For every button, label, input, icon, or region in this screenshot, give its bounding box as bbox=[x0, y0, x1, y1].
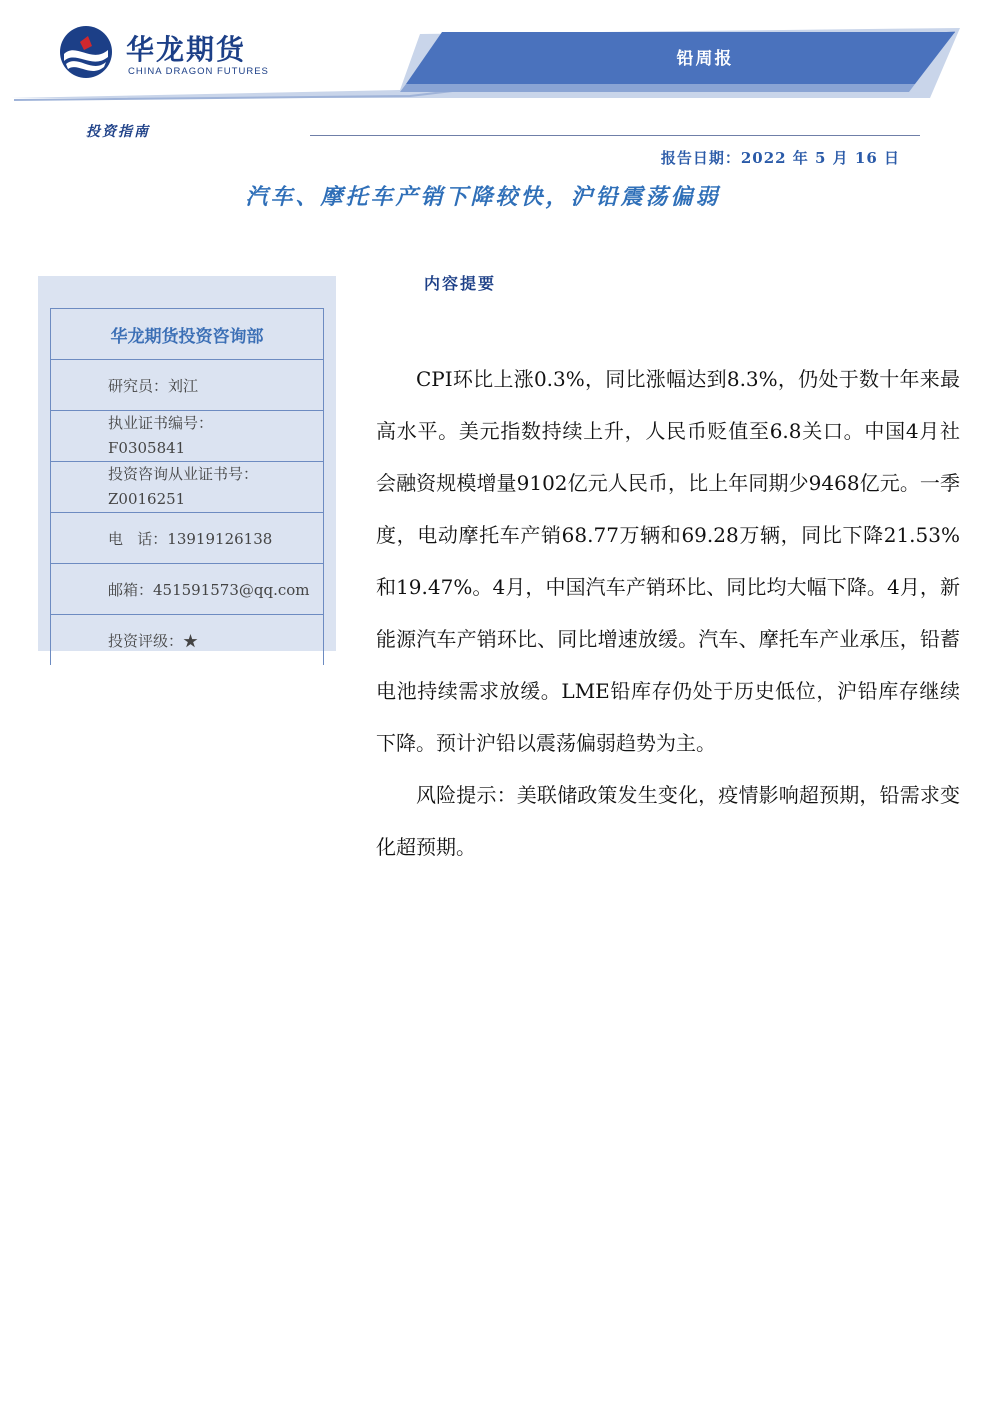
company-name-cn: 华龙期货 bbox=[126, 33, 247, 66]
phone-number: 电 话：13919126138 bbox=[51, 513, 324, 564]
summary-heading: 内容提要 bbox=[424, 274, 497, 293]
consulting-certificate-value: Z0016251 bbox=[108, 490, 186, 508]
report-type-label: 铅周报 bbox=[676, 49, 734, 69]
consulting-certificate bbox=[51, 462, 324, 513]
report-title: 汽车、摩托车产销下降较快，沪铅震荡偏弱 bbox=[245, 184, 721, 210]
department-name: 华龙期货投资咨询部 bbox=[51, 309, 324, 360]
header-divider bbox=[310, 135, 920, 136]
risk-paragraph: 风险提示：美联储政策发生变化，疫情影响超预期，铅需求变化超预期。 bbox=[376, 783, 960, 859]
section-label: 投资指南 bbox=[86, 124, 150, 140]
license-number bbox=[51, 411, 324, 462]
analyst-info-table bbox=[50, 308, 324, 665]
investment-rating: 投资评级：★ bbox=[51, 615, 324, 666]
consulting-certificate-label: 投资咨询从业证书号： bbox=[108, 465, 259, 483]
summary-paragraph: CPI环比上涨0.3%，同比涨幅达到8.3%，仍处于数十年来最高水平。美元指数持续上升，人民币贬值至6.8关口。中国4月社会融资规模增量9102亿元人民币，比上年同期少9468亿元。一季度，电动摩托车产销68.77万辆和69.28万辆，同比下降21.53%和19.47%。4月，中国汽车产销环比、同比均大幅下降。4月，新能源汽车产销环比、同比增速放缓。汽车、摩托车产业承压，铅蓄电池持续需求放缓。LME铅库存仍处于历史低位，沪铅库存继续下降。预计沪铅以震荡偏弱趋势为主。 bbox=[376, 367, 960, 755]
license-number-label: 执业证书编号： bbox=[108, 414, 214, 432]
report-date: 报告日期：2022 年 5 月 16 日 bbox=[660, 149, 900, 167]
license-number-value: F0305841 bbox=[108, 439, 186, 457]
summary-body bbox=[376, 353, 960, 873]
email-address: 邮箱：451591573@qq.com bbox=[51, 564, 324, 615]
company-logo-icon bbox=[58, 24, 114, 80]
analyst-name: 研究员：刘江 bbox=[51, 360, 324, 411]
company-name-en: CHINA DRAGON FUTURES bbox=[128, 66, 269, 77]
